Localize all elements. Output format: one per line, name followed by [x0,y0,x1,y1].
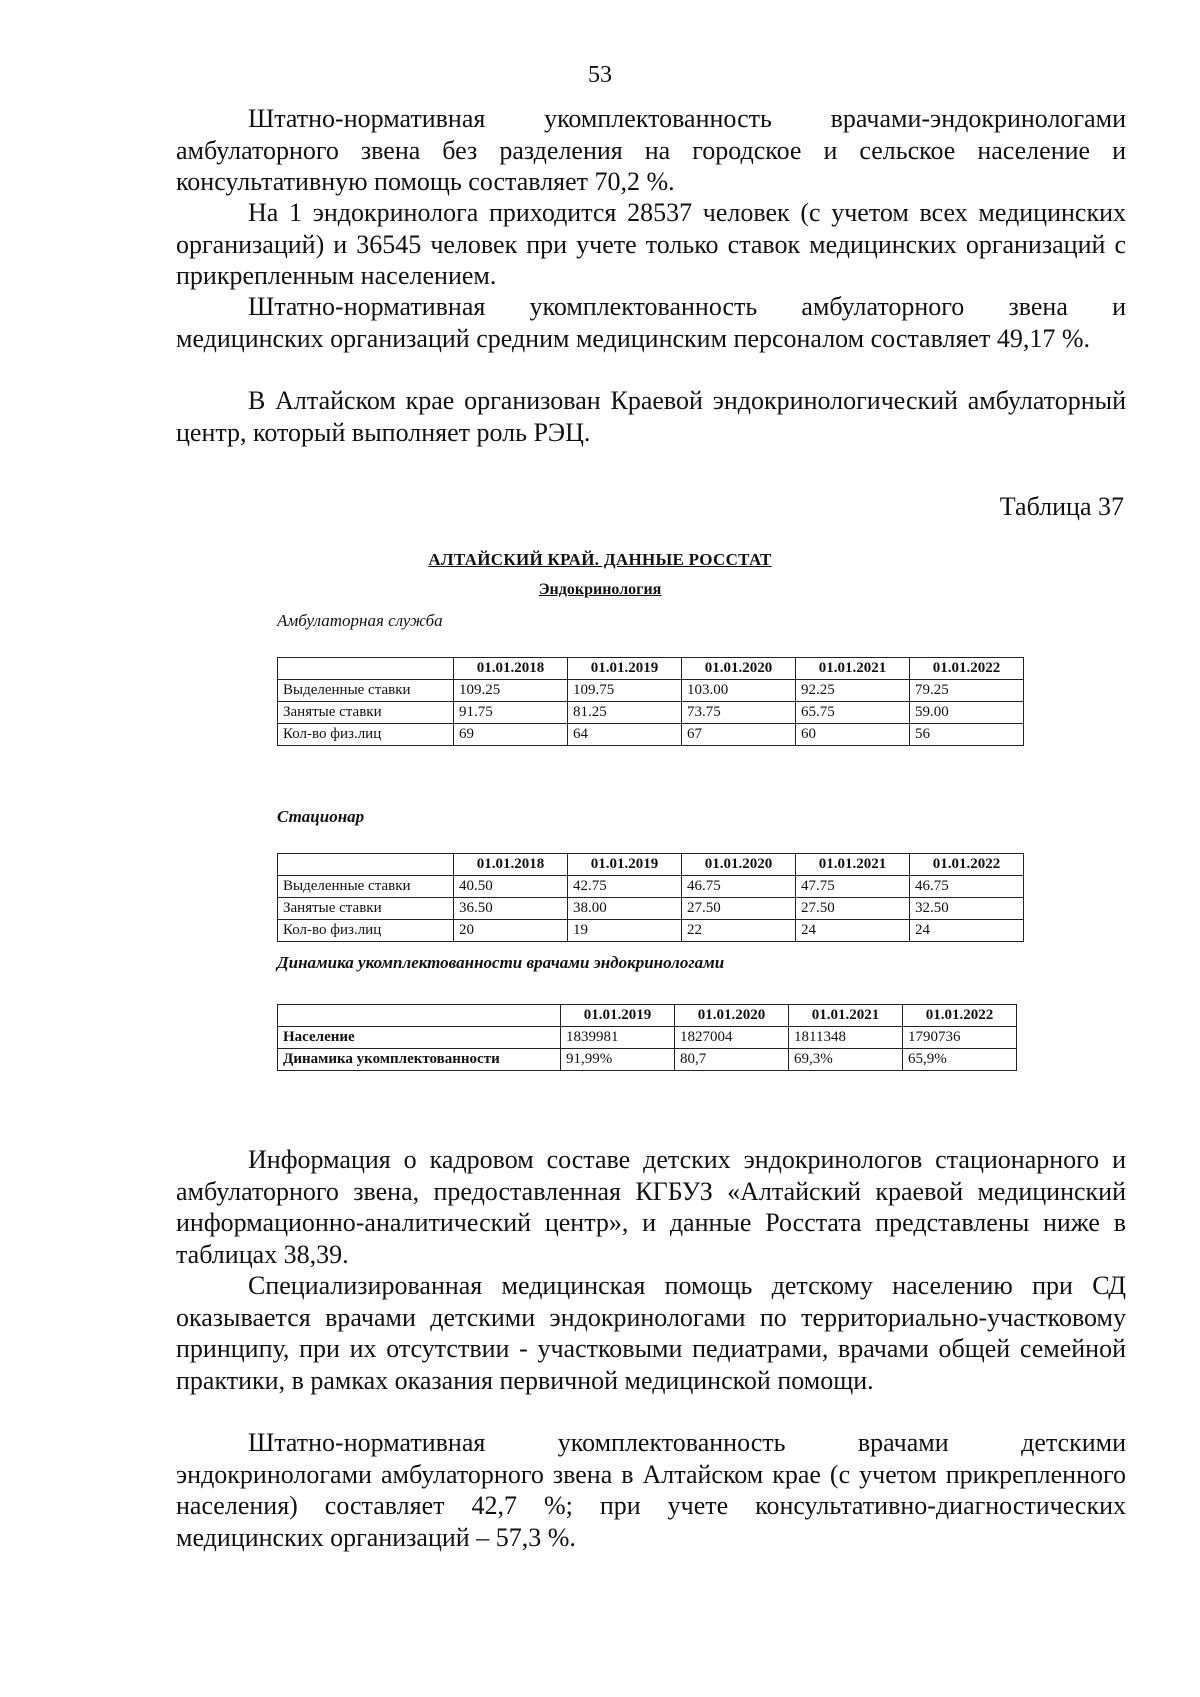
row-label: Кол-во физ.лиц [278,724,454,746]
table-cell: 46.75 [682,876,796,898]
header-cell: 01.01.2020 [682,658,796,680]
table-cell: 24 [910,920,1024,942]
table-cell: 27.50 [796,898,910,920]
table-cell: 65,9% [903,1049,1017,1071]
header-cell: 01.01.2020 [675,1005,789,1027]
paragraph: Специализированная медицинская помощь детскому населению при СД оказывается врачами детскими эндокринологами по территориально-участковому принципу, при их отсутствии - участковыми педиатрами, врачами общей семейной практики, в рамках оказания первичной медицинской помощи. [176,1271,1126,1395]
row-label: Выделенные ставки [278,876,454,898]
table-row [278,702,1024,724]
row-label: Выделенные ставки [278,680,454,702]
paragraph: Информация о кадровом составе детских эндокринологов стационарного и амбулаторного звена, предоставленная КГБУЗ «Алтайский краевой медицинский информационно-аналитический центр», и данные Росстата представлены ниже в таблицах 38,39. [176,1145,1126,1269]
table-cell: 67 [682,724,796,746]
table-cell: 46.75 [910,876,1024,898]
header-cell: 01.01.2022 [910,658,1024,680]
header-cell [278,658,454,680]
table-row [278,898,1024,920]
header-cell: 01.01.2022 [903,1005,1017,1027]
table-cell: 109.25 [454,680,568,702]
staffing-dynamics-table [277,1004,1017,1071]
paragraph: Штатно-нормативная укомплектованность врачами-эндокринологами амбулаторного звена без разделения на городское и сельское население и консультативную помощь составляет 70,2 %. [176,104,1126,196]
table-row [278,1049,1017,1071]
inpatient-table [277,853,1024,942]
table-cell: 109.75 [568,680,682,702]
table-cell: 47.75 [796,876,910,898]
table-cell: 42.75 [568,876,682,898]
table-cell: 79.25 [910,680,1024,702]
table-cell: 1811348 [789,1027,903,1049]
table-cell: 22 [682,920,796,942]
table-cell: 65.75 [796,702,910,724]
table3-label: Динамика укомплектованности врачами эндокринологами [277,953,725,972]
table-cell: 24 [796,920,910,942]
row-label: Население [278,1027,561,1049]
table-cell: 19 [568,920,682,942]
row-label: Динамика укомплектованности [278,1049,561,1071]
table-cell: 91.75 [454,702,568,724]
table1-label: Амбулаторная служба [277,611,443,630]
table-cell: 69 [454,724,568,746]
paragraph: На 1 эндокринолога приходится 28537 человек (с учетом всех медицинских организаций) и 36545 человек при учете только ставок медицинских организаций с прикрепленным населением. [176,198,1126,290]
table-cell: 103.00 [682,680,796,702]
table-cell: 1790736 [903,1027,1017,1049]
table-number: Таблица 37 [999,492,1124,521]
table-cell: 32.50 [910,898,1024,920]
table-cell: 73.75 [682,702,796,724]
table-cell: 20 [454,920,568,942]
ambulatory-table [277,657,1024,746]
table-subheading: Эндокринология [538,581,662,598]
header-cell: 01.01.2019 [568,658,682,680]
header-cell: 01.01.2018 [454,854,568,876]
table-cell: 91,99% [561,1049,675,1071]
table2-label: Стационар [277,807,365,826]
table-cell: 59.00 [910,702,1024,724]
row-label: Занятые ставки [278,898,454,920]
page-number: 53 [588,62,612,88]
header-cell: 01.01.2018 [454,658,568,680]
header-cell [278,854,454,876]
table-cell: 92.25 [796,680,910,702]
header-cell: 01.01.2020 [682,854,796,876]
table-row [278,680,1024,702]
table-cell: 69,3% [789,1049,903,1071]
table-cell: 38.00 [568,898,682,920]
table-row [278,920,1024,942]
table-cell: 56 [910,724,1024,746]
header-cell: 01.01.2019 [561,1005,675,1027]
table-cell: 36.50 [454,898,568,920]
table-row [278,724,1024,746]
header-cell: 01.01.2021 [796,854,910,876]
paragraph: Штатно-нормативная укомплектованность амбулаторного звена и медицинских организаций средним медицинским персоналом составляет 49,17 %. [176,292,1126,353]
table-cell: 81.25 [568,702,682,724]
table-cell: 1839981 [561,1027,675,1049]
header-cell: 01.01.2022 [910,854,1024,876]
header-cell: 01.01.2021 [789,1005,903,1027]
table-cell: 60 [796,724,910,746]
table-cell: 64 [568,724,682,746]
table-cell: 80,7 [675,1049,789,1071]
header-cell: 01.01.2021 [796,658,910,680]
table-row [278,876,1024,898]
header-cell: 01.01.2019 [568,854,682,876]
table-row [278,1027,1017,1049]
table-cell: 40.50 [454,876,568,898]
paragraph: Штатно-нормативная укомплектованность врачами детскими эндокринологами амбулаторного звена в Алтайском крае (с учетом прикрепленного населения) составляет 42,7 %; при учете консультативно-диагностических медицинских организаций – 57,3 %. [176,1428,1126,1552]
table-cell: 27.50 [682,898,796,920]
row-label: Занятые ставки [278,702,454,724]
header-cell [278,1005,561,1027]
paragraph: В Алтайском крае организован Краевой эндокринологический амбулаторный центр, который выполняет роль РЭЦ. [176,386,1126,447]
table-cell: 1827004 [675,1027,789,1049]
row-label: Кол-во физ.лиц [278,920,454,942]
table-heading: АЛТАЙСКИЙ КРАЙ. ДАННЫЕ РОССТАТ [428,550,772,569]
